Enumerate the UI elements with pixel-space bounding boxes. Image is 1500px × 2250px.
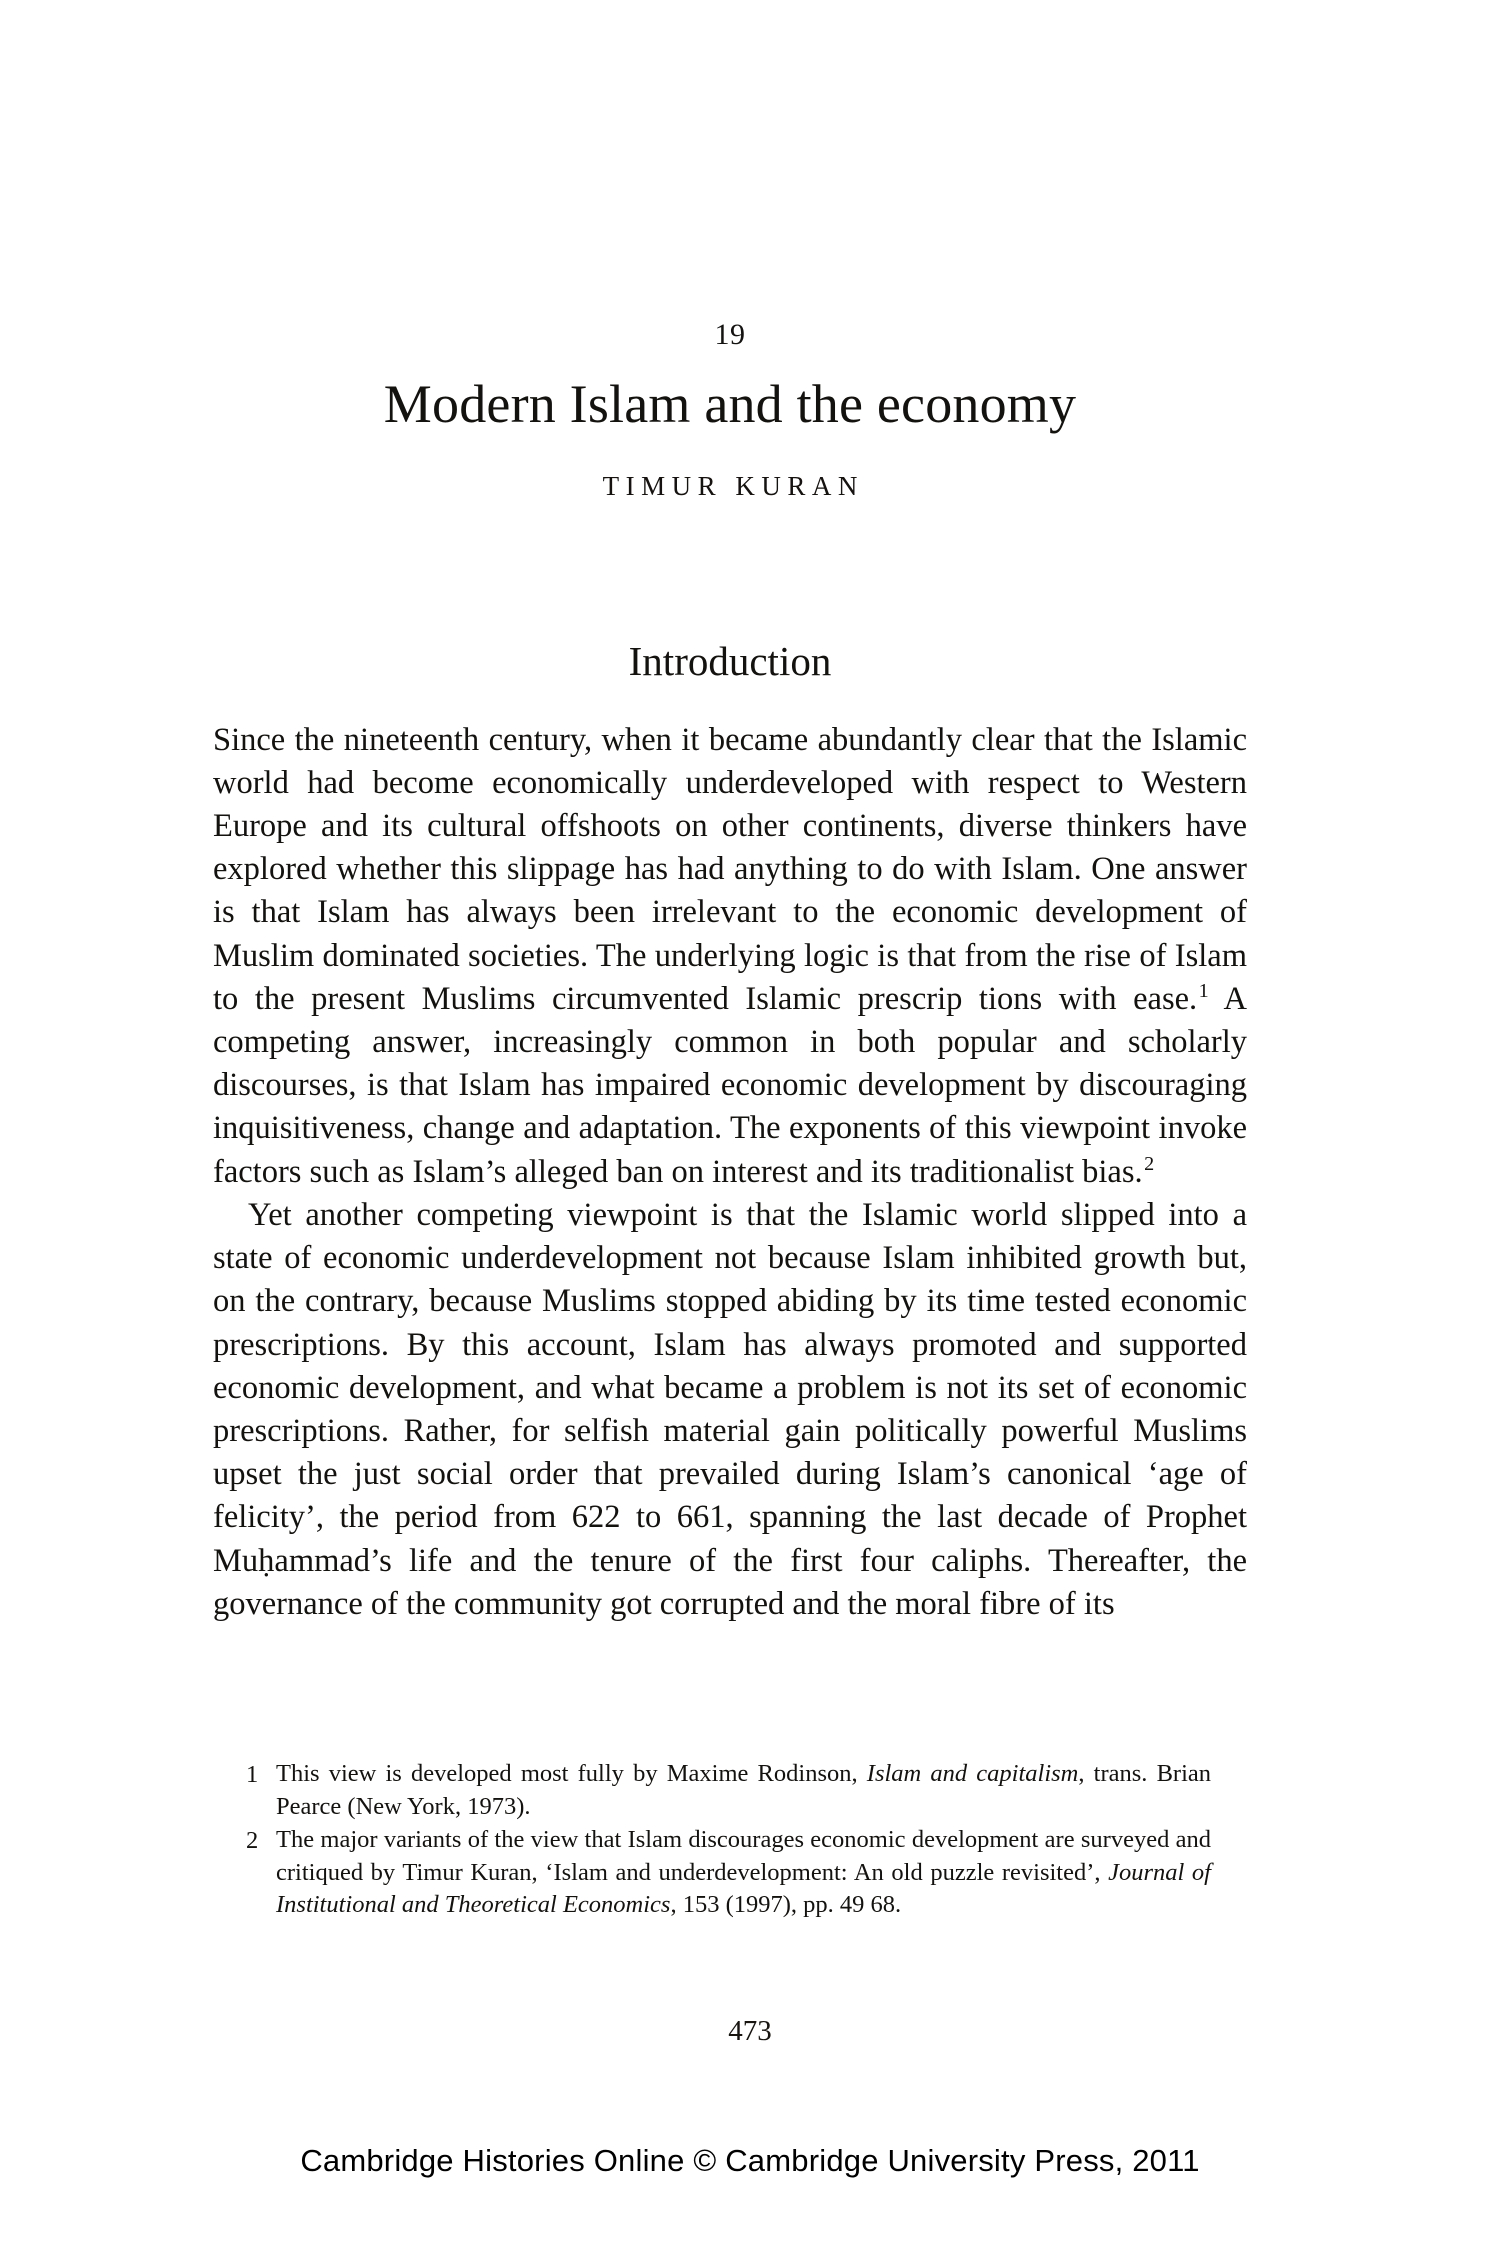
paragraph-2: Yet another competing viewpoint is that the Islamic world slipped into a state of economic underdevelopment not because Islam inhibited growth but, on the contrary, because Muslims stopped abiding by its time tested economic prescriptions. By this account, Islam has always promoted and supported economic development, and what became a problem is not its set of economic prescriptions. Rather, for selfish material gain politically powerful Muslims upset the just social order that prevailed during Islam’s canonical ‘age of felicity’, the period from 622 to 661, spanning the last decade of Prophet Muḥammad’s life and the tenure of the first four caliphs. Thereafter, the governance of the community got corrupted and the moral fibre of its [213, 1196, 1247, 1622]
footnote-text-part-2: , 153 (1997), pp. 49 68. [670, 1891, 902, 1918]
footnote-text [276, 1758, 1211, 1823]
footnote-item [246, 1758, 1211, 1823]
page-title: Modern Islam and the economy [383, 374, 1077, 434]
section-heading-introduction: Introduction [628, 637, 832, 684]
footnote-text-part-1: This view is developed most fully by Maxime Rodinson, [276, 1760, 867, 1787]
footnote-marker: 2 [246, 1827, 259, 1854]
footnote-item [246, 1824, 1211, 1922]
footnote-marker: 1 [246, 1761, 259, 1788]
footnotes-block [246, 1758, 1211, 1922]
paragraph-1 [213, 719, 1247, 1194]
text-column [213, 0, 1247, 1626]
footnote-text-part-1: The major variants of the view that Islam discourages economic development are surveyed and critiqued by Timur Kuran, ‘Islam and underdevelopment: An old puzzle revisited’, [276, 1826, 1211, 1886]
paragraph-1-text-a: Since the nineteenth century, when it became abundantly clear that the Islamic world had become economically underdeveloped with respect to Western Europe and its cultural offshoots on other continents, diverse thinkers have explored whether this slippage has had anything to do with Islam. One answer is that Islam has always been irrelevant to the economic development of Muslim dominated societies. The underlying logic is that from the rise of Islam to the present Muslims circumvented Islamic prescrip tions with ease. [213, 721, 1247, 1017]
footnote-cited-title: Islam and capitalism [866, 1760, 1079, 1787]
chapter-number: 19 [714, 318, 746, 351]
footnote-cited-journal: Journal of Institutional and Theoretical Economics [276, 1858, 1211, 1918]
copyright-watermark: Cambridge Histories Online © Cambridge University Press, 2011 [300, 2143, 1200, 2178]
chapter-author: TIMUR KURAN [602, 470, 864, 501]
body-text [213, 719, 1247, 1626]
footnote-text-part-2: , trans. Brian Pearce (New York, 1973). [276, 1760, 1212, 1820]
footnote-reference-2[interactable]: 2 [1144, 1152, 1155, 1175]
footnote-reference-1[interactable]: 1 [1198, 980, 1209, 1003]
page-number: 473 [728, 2015, 772, 2047]
paragraph-1-text-b: A competing answer, increasingly common in both popular and scholarly discourses, is that Islam has impaired economic development by discouraging inquisitiveness, change and adaptation. The exponents of this viewpoint invoke factors such as Islam’s alleged ban on interest and its traditionalist bias. [213, 980, 1248, 1190]
footnote-text [276, 1824, 1211, 1922]
